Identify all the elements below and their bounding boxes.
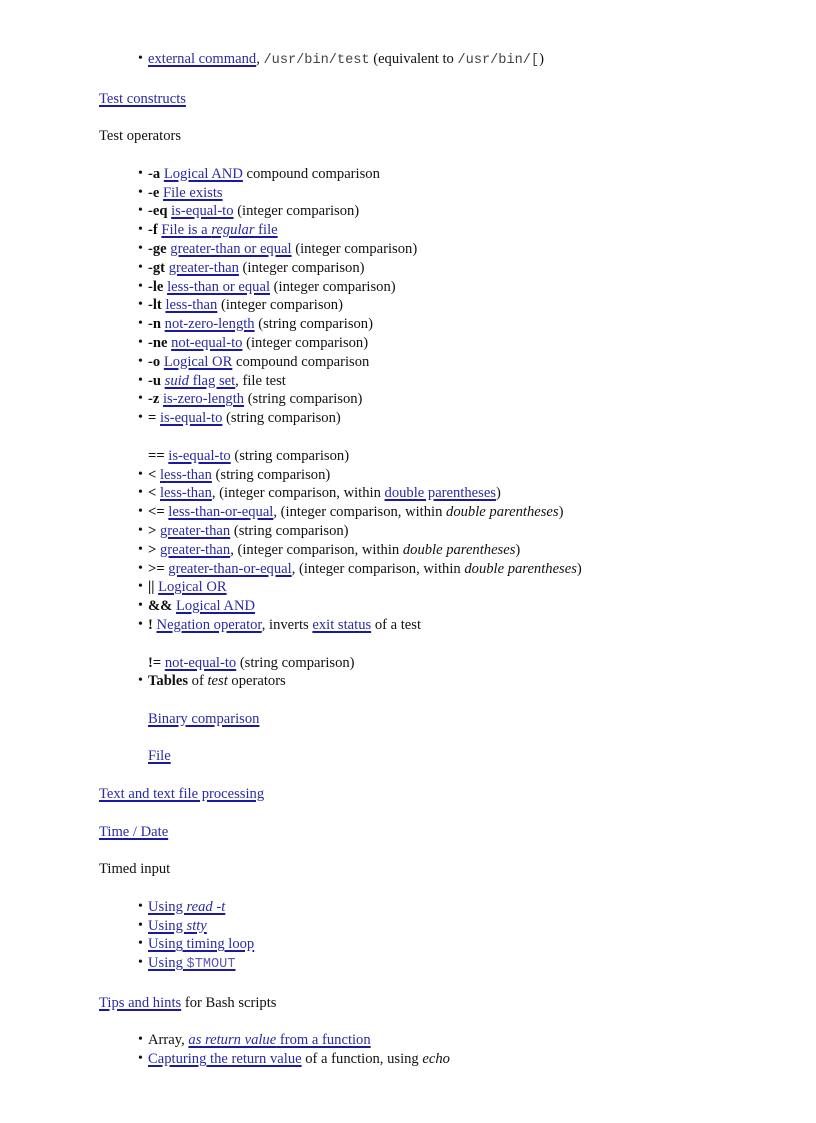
link-text: regular xyxy=(211,222,255,239)
link-text: as return value xyxy=(188,1032,277,1049)
operator-link[interactable] xyxy=(161,222,277,238)
operator: -eq xyxy=(148,203,168,220)
text: (string comparison) xyxy=(254,316,373,333)
tips-list xyxy=(138,1031,779,1069)
capturing-return-value-link[interactable]: Capturing the return value xyxy=(148,1051,302,1068)
list-item xyxy=(138,259,779,278)
operator-link[interactable]: less-than xyxy=(159,466,212,483)
operator: -f xyxy=(148,222,158,239)
list-item xyxy=(138,390,779,409)
link-text: File is a xyxy=(161,222,212,239)
operator-link[interactable]: greater-than-or-equal xyxy=(168,560,292,577)
list-item xyxy=(138,898,779,917)
text: compound comparison xyxy=(242,165,380,182)
timed-input-list xyxy=(138,898,779,975)
text: (string comparison) xyxy=(236,654,355,671)
tables-label: Tables xyxy=(148,673,189,690)
operator: < xyxy=(148,466,157,483)
link-text: file xyxy=(254,222,278,239)
list-item xyxy=(138,917,779,936)
operator-link[interactable]: greater-than xyxy=(159,522,231,539)
list-item xyxy=(138,334,779,353)
list-item xyxy=(138,503,779,522)
external-command-link[interactable]: external command xyxy=(148,51,257,67)
test-operators-heading: Test operators xyxy=(99,128,182,145)
text: , xyxy=(256,51,264,67)
text: of a function, using xyxy=(301,1051,423,1068)
list-item xyxy=(138,616,779,635)
list-item xyxy=(138,935,779,954)
operators-list xyxy=(138,165,779,428)
list-item xyxy=(138,372,779,391)
operator: -u xyxy=(148,372,161,389)
list-item xyxy=(138,221,779,240)
operator-link[interactable]: is-equal-to xyxy=(159,410,223,427)
list-item xyxy=(138,184,779,203)
text: for Bash scripts xyxy=(181,994,277,1011)
operator: > xyxy=(148,522,157,539)
operator: -le xyxy=(148,278,164,295)
list-item xyxy=(138,597,779,616)
using-tmout-link[interactable] xyxy=(148,955,235,971)
file-link[interactable]: File xyxy=(148,748,171,765)
list-item xyxy=(138,954,779,975)
link-text: Using xyxy=(148,898,187,915)
operator-link[interactable]: greater-than or equal xyxy=(170,240,292,257)
return-value-link[interactable] xyxy=(188,1032,370,1048)
operator: = xyxy=(148,410,157,427)
operator-link[interactable] xyxy=(165,373,236,389)
operator: > xyxy=(148,541,157,558)
text: operators xyxy=(227,673,286,690)
list-item xyxy=(138,202,779,221)
list-item xyxy=(138,315,779,334)
operator-link[interactable]: greater-than xyxy=(168,259,239,276)
link-text: Using xyxy=(148,955,183,972)
code-usr-bin-test: /usr/bin/test xyxy=(263,53,370,68)
operator-link[interactable]: Logical AND xyxy=(163,165,243,182)
list-item xyxy=(138,278,779,297)
text: (string comparison) xyxy=(230,522,349,539)
operator-link[interactable]: is-equal-to xyxy=(171,203,234,220)
text: , inverts xyxy=(261,616,313,633)
operator: -lt xyxy=(148,297,162,314)
text: of xyxy=(188,673,208,690)
text: (integer comparison) xyxy=(238,259,365,276)
text: (string comparison) xyxy=(222,410,341,427)
list-item xyxy=(138,50,779,71)
link-text: suid xyxy=(164,372,189,389)
text: double parentheses xyxy=(446,504,559,521)
operator: < xyxy=(148,485,157,502)
list-item xyxy=(138,409,779,428)
double-parentheses-link[interactable]: double parentheses xyxy=(384,485,496,502)
text: (integer comparison) xyxy=(270,278,396,295)
list-item xyxy=(138,1050,779,1069)
top-list xyxy=(138,50,779,71)
using-timing-loop-link[interactable]: Using timing loop xyxy=(148,936,255,953)
text: (string comparison) xyxy=(211,466,331,483)
text: (equivalent to xyxy=(369,51,458,67)
timed-input-heading: Timed input xyxy=(99,861,171,878)
operator-link[interactable]: not-equal-to xyxy=(164,654,237,671)
text: compound comparison xyxy=(232,353,370,370)
operator: -z xyxy=(148,391,160,408)
text: double parentheses xyxy=(402,541,516,558)
operator: -n xyxy=(148,316,161,333)
link-text: flag set xyxy=(188,372,236,389)
list-item xyxy=(138,165,779,184)
operator-continuation xyxy=(148,654,779,673)
list-item xyxy=(138,541,779,560)
operator-link[interactable]: File exists xyxy=(163,184,223,201)
operator-link[interactable]: Logical OR xyxy=(158,579,227,596)
operator: -ne xyxy=(148,334,168,351)
operator-link[interactable]: not-zero-length xyxy=(164,316,255,333)
operator: || xyxy=(148,579,155,596)
tables-list xyxy=(138,672,779,691)
text: ) xyxy=(558,504,564,521)
list-item xyxy=(138,484,779,503)
operator-link[interactable]: less-than or equal xyxy=(167,278,270,295)
list-item xyxy=(138,240,779,259)
text: (integer comparison) xyxy=(217,297,343,314)
list-item xyxy=(138,353,779,372)
operator: <= xyxy=(148,504,165,521)
code-usr-bin-bracket: /usr/bin/[ xyxy=(457,53,540,68)
operator-link[interactable]: Logical AND xyxy=(175,598,256,615)
operator: -gt xyxy=(148,259,166,276)
text: double parentheses xyxy=(464,560,577,577)
link-text: Using xyxy=(148,917,187,934)
exit-status-link[interactable]: exit status xyxy=(312,616,372,633)
operator: == xyxy=(148,447,165,464)
operator-link[interactable]: greater-than xyxy=(159,541,231,558)
document-page xyxy=(99,50,779,1069)
operator-link[interactable]: not-equal-to xyxy=(171,334,243,351)
link-text: read -t xyxy=(186,898,226,915)
link-text: stty xyxy=(186,917,207,934)
text: , (integer comparison, within xyxy=(230,541,403,558)
list-item xyxy=(138,672,779,691)
operator: && xyxy=(148,598,173,615)
link-code: $TMOUT xyxy=(186,957,236,973)
text: (string comparison) xyxy=(244,391,363,408)
operator: -e xyxy=(148,184,160,201)
list-item xyxy=(138,466,779,485)
text-processing-link[interactable]: Text and text file processing xyxy=(99,786,265,803)
text: of a test xyxy=(371,616,422,633)
tips-and-hints-link[interactable]: Tips and hints xyxy=(99,994,182,1011)
operator-link[interactable]: is-zero-length xyxy=(163,391,245,408)
operator-link[interactable]: Negation operator xyxy=(156,616,262,633)
text: (integer comparison) xyxy=(233,203,360,220)
text: , (integer comparison, within xyxy=(273,504,447,521)
operator-link[interactable]: less-than xyxy=(165,297,218,314)
text: , file test xyxy=(235,372,286,389)
operator: -ge xyxy=(148,240,167,257)
text: (integer comparison) xyxy=(242,334,369,351)
list-item xyxy=(138,522,779,541)
operator: ! xyxy=(148,616,153,633)
text: echo xyxy=(422,1051,450,1068)
list-item xyxy=(138,560,779,579)
list-item xyxy=(138,578,779,597)
operator: >= xyxy=(148,560,165,577)
text: ) xyxy=(515,541,521,558)
text: Array, xyxy=(148,1032,189,1049)
operator-link[interactable]: less-than-or-equal xyxy=(168,504,274,521)
operators-list-2 xyxy=(138,466,779,635)
operator: -a xyxy=(148,165,161,182)
list-item xyxy=(138,1031,779,1050)
operator: != xyxy=(148,654,162,671)
using-stty-link[interactable] xyxy=(148,918,207,934)
text: , (integer comparison, within xyxy=(291,560,465,577)
binary-comparison-link[interactable]: Binary comparison xyxy=(148,710,260,727)
text: ) xyxy=(495,485,501,502)
link-text: from a function xyxy=(276,1032,371,1049)
operator: -o xyxy=(148,353,161,370)
operator-link[interactable]: less-than xyxy=(159,485,212,502)
time-date-link[interactable]: Time / Date xyxy=(99,823,169,840)
text: ) xyxy=(539,51,544,67)
list-item xyxy=(138,296,779,315)
text: (string comparison) xyxy=(230,447,350,464)
text: test xyxy=(207,673,228,690)
operator-link[interactable]: Logical OR xyxy=(163,353,233,370)
operator-continuation xyxy=(148,447,779,466)
text: , (integer comparison, within xyxy=(211,485,385,502)
test-constructs-link[interactable]: Test constructs xyxy=(99,90,186,107)
using-read-t-link[interactable] xyxy=(148,899,225,915)
text: ) xyxy=(576,560,582,577)
operator-link[interactable]: is-equal-to xyxy=(168,447,231,464)
text: (integer comparison) xyxy=(291,240,418,257)
